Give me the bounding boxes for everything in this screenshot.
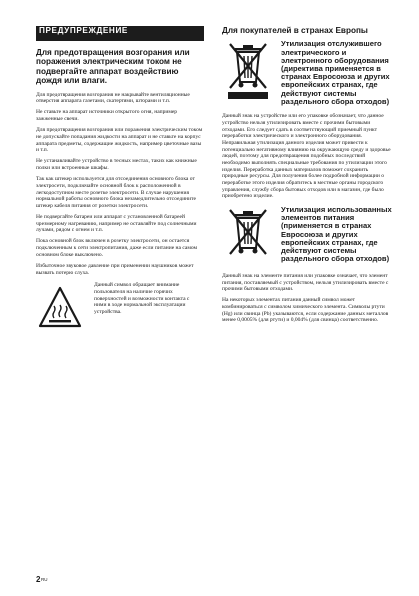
- crossed-out-bin-battery-icon: [222, 206, 274, 267]
- warning-paragraph: Так как штекер используется для отсоединения основного блока от электросети, подключайте основной блок к расположенной в легкодоступном месте розетке электросети. В случае нарушения нормальной работы основного блока незамедлительно отсоедините штекер кабеля питания от розетки электросети.: [36, 176, 196, 209]
- page-lang-suffix: RU: [40, 576, 48, 582]
- warning-paragraph: Пока основной блок включен в розетку электросети, он остается подключенным к сети электропитания, даже если питание на самом основном блоке выключено.: [36, 238, 198, 258]
- warning-paragraph: Для предотвращения возгорания или поражения электрическим током не допускайте попадания жидкости на аппарат и не ставьте на корпус аппарата предметы, содержащие жидкость, например цветочные вазы и т.п.: [36, 127, 203, 154]
- hot-surface-notice: [36, 282, 204, 330]
- hot-surface-warning-icon: [38, 286, 82, 330]
- warning-lead: Для предотвращения возгорания или поражения электрическим током не подвергайте аппарат воздействию дождя или влаги.: [36, 48, 190, 86]
- weee-title: Утилизация отслужившего электрического и электронного оборудования (директива применяется в странах Евросоюза и других европейских странах, где действуют системы раздельного сбора отходов): [281, 39, 390, 106]
- battery-block: [222, 206, 392, 267]
- page-number: [36, 575, 47, 584]
- weee-block: [222, 40, 392, 107]
- weee-text: Данный знак на устройстве или его упаковке обозначает, что данное устройство нельзя утилизировать вместе с прочими бытовыми отходами. Его следует сдать в соответствующий приемный пункт переработки электрического и электронного оборудования. Неправильная утилизация данного изделия может привести к потенциально негативному влиянию на окружающую среду и здоровье людей, поэтому для предотвращения подобных последствий необходимо выполнять специальные требования по утилизации этого изделия. Переработка данных материалов поможет сохранить природные ресурсы. Для получения более подробной информации о переработке этого изделия обратитесь в местные органы городского управления, службу сбора бытовых отходов или в магазин, где было приобретено изделие.: [222, 113, 391, 200]
- warning-paragraph: Избыточное звуковое давление при применении наушников может вызвать потерю слуха.: [36, 262, 194, 276]
- page-number-value: 2: [36, 575, 41, 584]
- crossed-out-wheelie-bin-icon: [222, 40, 274, 107]
- hot-surface-text: Данный символ обращает внимание пользователя на наличие горячих поверхностей и возможности контакта с ними в ходе нормальной эксплуатации устройства.: [94, 282, 190, 315]
- europe-section-title: Для покупателей в странах Европы: [222, 26, 368, 35]
- battery-paragraph: На некоторых элементах питания данный символ может комбинироваться с символом химического элемента. Символы ртути (Hg) или свинца (Pb) указываются, если содержание данных металлов менее 0,0005% (для ртути) и 0,004% (для свинца) соответственно.: [222, 297, 389, 324]
- warning-paragraph: Не подвергайте батареи или аппарат с установленной батареей чрезмерному нагреванию, например не оставляйте под солнечными лучами, рядом с огнем и т.п.: [36, 213, 197, 234]
- right-column: [222, 26, 392, 329]
- warning-paragraph: Не устанавливайте устройство в тесных местах, таких как книжные полки или встроенные шкафы.: [36, 158, 197, 172]
- warning-banner: ПРЕДУПРЕЖДЕНИЕ: [36, 26, 204, 41]
- battery-title: Утилизация использованных элементов питания (применяется в странах Евросоюза и других европейских странах, где действуют системы раздельного сбора отходов): [281, 204, 392, 264]
- left-column: [36, 26, 204, 330]
- battery-paragraph: Данный знак на элементе питания или упаковке означает, что элемент питания, поставляемый с устройством, нельзя утилизировать вместе с прочими бытовыми отходами.: [222, 272, 389, 293]
- warning-paragraph: Для предотвращения возгорания не накрывайте вентиляционные отверстия аппарата газетами, скатертями, шторами и т.п.: [36, 91, 190, 105]
- warning-paragraph: Не ставьте на аппарат источники открытого огня, например зажженные свечи.: [36, 109, 178, 123]
